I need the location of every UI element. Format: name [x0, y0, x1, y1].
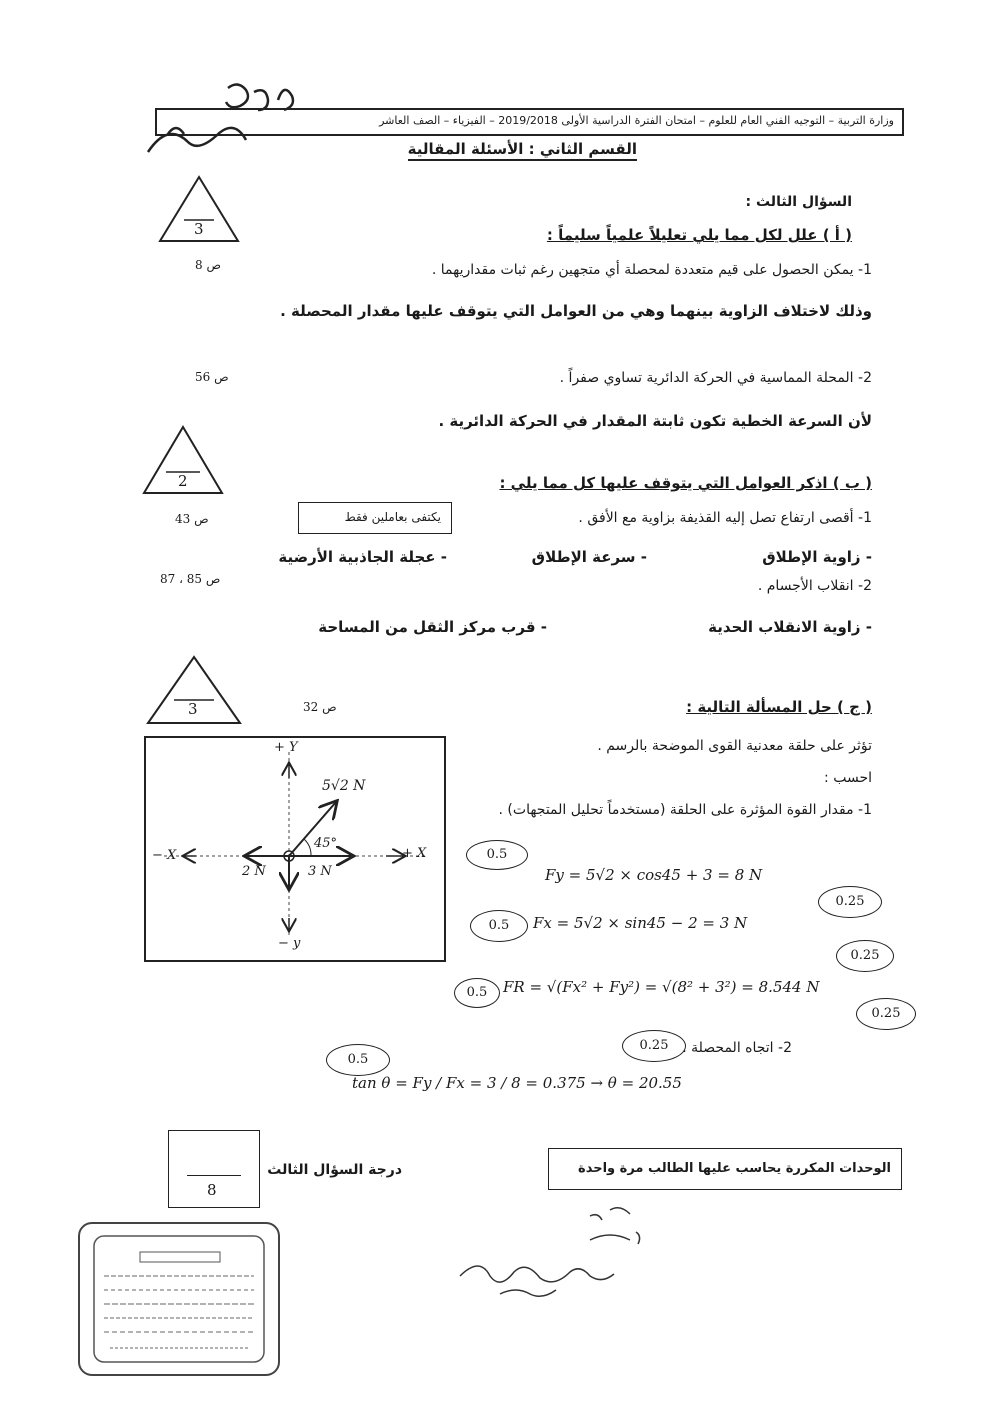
part-b-item2-question: 2- انقلاب الأجسام .	[757, 578, 872, 594]
header-text: وزارة التربية – التوجيه الفني العام للعلوم – امتحان الفترة الدراسية الأولى 2019/2018 – الفيزياء – الصف العاشر	[379, 114, 894, 127]
part-a-item1-answer: وذلك لاختلاف الزاوية بينهما وهي من العوامل التي يتوقف عليها مقدار المحصلة .	[280, 302, 872, 320]
grade-label: درجة السؤال الثالث	[267, 1162, 402, 1178]
part-a-item2-answer: لأن السرعة الخطية تكون ثابتة المقدار في الحركة الدائرية .	[438, 412, 872, 430]
equation-fx: Fx = 5√2 × sin45 − 2 = 3 N	[533, 914, 748, 932]
part-a-item2-page: ص 56	[195, 370, 229, 384]
mark-oval-7: 0.5	[326, 1044, 390, 1076]
units-note-box: الوحدات المكررة يحاسب عليها الطالب مرة واحدة	[548, 1148, 902, 1190]
mark-oval-2: 0.25	[818, 886, 882, 918]
mark-oval-1: 0.5	[466, 840, 528, 870]
mark-oval-3: 0.5	[470, 910, 528, 942]
part-c-statement: تؤثر على حلقة معدنية القوى الموضحة بالرسم .	[597, 738, 872, 754]
score-triangle-b: 2	[142, 424, 224, 496]
mark-oval-6: 0.25	[856, 998, 916, 1030]
mark-oval-5: 0.5	[454, 978, 500, 1008]
part-b-item1-page: ص 43	[175, 512, 209, 526]
axis-y-pos-label: + Y	[274, 740, 298, 755]
mark-oval-8: 0.25	[622, 1030, 686, 1062]
mark-oval-4: 0.25	[836, 940, 894, 972]
score-triangle-a: 3	[158, 174, 240, 244]
part-c-q2: 2- اتجاه المحصلة .	[682, 1040, 792, 1056]
grade-box	[168, 1130, 260, 1208]
part-b-item1-question: 1- أقصى ارتفاع تصل إليه القذيفة بزاوية مع الأفق .	[578, 510, 872, 526]
factor-gravity: - عجلة الجاذبية الأرضية	[278, 548, 447, 566]
axis-x-pos-label: + X	[402, 846, 427, 861]
angle-label: 45°	[314, 836, 338, 851]
section-title: القسم الثاني : الأسئلة المقالية	[408, 140, 637, 161]
part-c-title: ( ج ) حل المسألة التالية :	[686, 698, 872, 716]
force-left-label: 2 N	[242, 864, 266, 879]
factor-center-of-gravity: - قرب مركز الثقل من المساحة	[318, 618, 547, 636]
equation-fy: Fy = 5√2 × cos45 + 3 = 8 N	[545, 866, 763, 884]
equation-fr: FR = √(Fx² + Fy²) = √(8² + 3²) = 8.544 N	[503, 978, 820, 996]
official-stamp	[78, 1222, 280, 1376]
signature-scribbles	[440, 1196, 680, 1306]
part-c-calc-label: احسب :	[824, 770, 872, 786]
factor-launch-speed: - سرعة الإطلاق	[531, 548, 647, 566]
part-c-page: ص 32	[303, 700, 337, 714]
grade-total: 8	[207, 1181, 217, 1199]
force-right-label: 3 N	[308, 864, 332, 879]
force-diagonal-label: 5√2 N	[322, 778, 366, 794]
question-label: السؤال الثالث :	[745, 194, 852, 210]
factor-launch-angle: - زاوية الإطلاق	[762, 548, 872, 566]
score-triangle-c: 3	[146, 654, 242, 726]
part-b-title: ( ب ) اذكر العوامل التي يتوقف عليها كل مما يلي :	[499, 474, 872, 492]
factor-critical-angle: - زاوية الانقلاب الحدية	[708, 618, 872, 636]
part-c-q1: 1- مقدار القوة المؤثرة على الحلقة (مستخدماً تحليل المتجهات) .	[498, 802, 872, 818]
note-box: يكتفى بعاملين فقط	[298, 502, 452, 534]
axis-y-neg-label: − y	[278, 936, 301, 951]
part-b-item2-page: ص 85 ، 87	[160, 572, 221, 586]
part-a-item1-page: ص 8	[195, 258, 221, 272]
exam-header	[155, 108, 904, 136]
part-a-item2-question: 2- المحلة المماسية في الحركة الدائرية تساوي صفراً .	[559, 370, 872, 386]
equation-angle: tan θ = Fy / Fx = 3 / 8 = 0.375 → θ = 20.55	[352, 1074, 682, 1092]
axis-x-neg-label: − X	[152, 848, 177, 863]
part-a-title: ( أ ) علل لكل مما يلي تعليلاً علمياً سليماً :	[546, 226, 852, 244]
force-diagram	[144, 736, 446, 962]
part-a-item1-question: 1- يمكن الحصول على قيم متعددة لمحصلة أي متجهين رغم ثبات مقداريهما .	[431, 262, 872, 278]
